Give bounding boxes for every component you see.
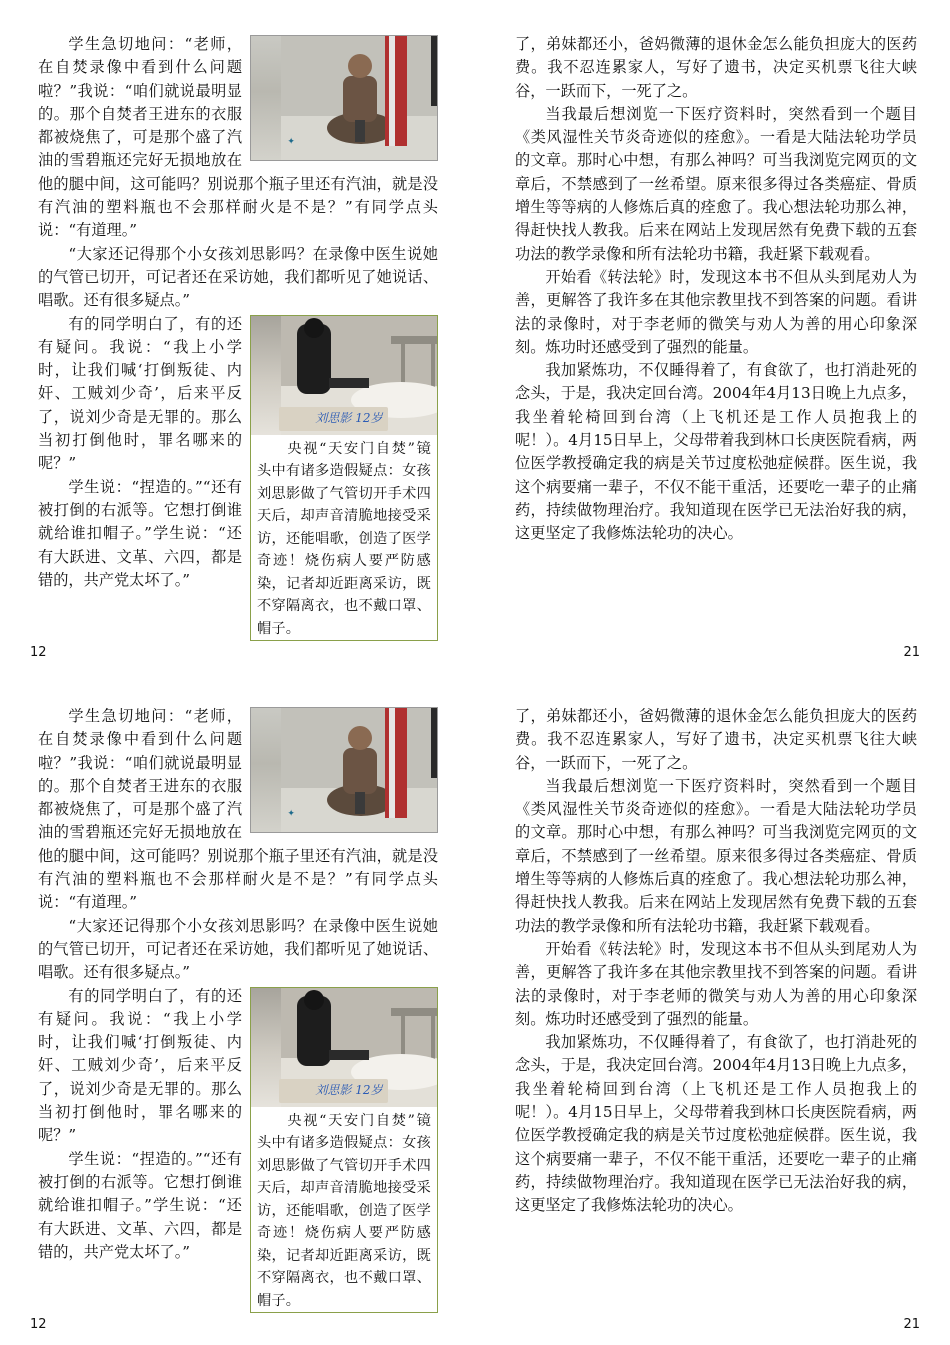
page-number: 21 (903, 1317, 920, 1332)
paragraph: 了，弟妹都还小，爸妈微薄的退休金怎么能负担庞大的医药费。我不忍连累家人，写好了遗书，决定买机票飞往大峡谷，一跃而下，一死了之。 (515, 707, 917, 772)
paragraph: 我加紧炼功，不仅睡得着了，有食欲了，也打消赴死的念头，于是，我决定回台湾。2004年4月13日晚上九点多，我坐着轮椅回到台湾（上飞机还是工作人员抱我上的呢！）。4月15日早上，父母带着我到林口长庚医院看病，两位医学教授确定我的病是关节过度松弛症候群。医生说，我这个病要痛一辈子，不仅不能干重活，还要吃一辈子的止痛药，持续做物理治疗。我知道现在医学已无法治好我的病，这更坚定了我修炼法轮功的决心。 (515, 361, 917, 543)
page-number: 21 (903, 645, 920, 660)
paragraph: ✦ 学生急切地问：“老师，在自焚录像中看到什么问题啦？”我说：“咱们就说最明显的。那个自焚者王进东的衣服都被烧焦了，可是那个盛了汽油的雪碧瓶还完好无损地放在他的腿中间，这可能吗？别说那个瓶子里还有汽油，就是没有汽油的塑料瓶也不会那样耐火是不是？”有同学点头说：“有道理。” (38, 33, 438, 243)
page-12 (0, 672, 475, 1344)
paragraph: 开始看《转法轮》时，发现这本书不但从头到尾劝人为善，更解答了我许多在其他宗教里找不到答案的问题。看讲法的录像时，对于李老师的微笑与劝人为善的用心印象深刻。炼功时还感受到了强烈的能量。 (515, 939, 917, 1028)
hospital-interview-figure (250, 987, 438, 1313)
paragraph: 当我最后想浏览一下医疗资料时，突然看到一个题目《类风湿性关节炎奇迹似的痊愈》。一看是大陆法轮功学员的文章。那时心中想，有那么神吗？可当我浏览完网页的文章后，不禁感到了一丝希望。原来很多得过各类癌症、骨质增生等等病的人修炼后真的痊愈了。我心想法轮功那么神，得赶快找人教我。后来在网站上发现居然有免费下载的五套功法的教学录像和所有法轮功书籍，我赶紧下载观看。 (515, 104, 917, 263)
page-21 (475, 0, 950, 672)
page-21-body (515, 705, 917, 1218)
page-number: 12 (30, 1317, 47, 1332)
paragraph: 当我最后想浏览一下医疗资料时，突然看到一个题目《类风湿性关节炎奇迹似的痊愈》。一看是大陆法轮功学员的文章。那时心中想，有那么神吗？可当我浏览完网页的文章后，不禁感到了一丝希望。原来很多得过各类癌症、骨质增生等等病的人修炼后真的痊愈了。我心想法轮功那么神，得赶快找人教我。后来在网站上发现居然有免费下载的五套功法的教学录像和所有法轮功书籍，我赶紧下载观看。 (515, 776, 917, 935)
paragraph: 我加紧炼功，不仅睡得着了，有食欲了，也打消赴死的念头，于是，我决定回台湾。2004年4月13日晚上九点多，我坐着轮椅回到台湾（上飞机还是工作人员抱我上的呢！）。4月15日早上，父母带着我到林口长庚医院看病，两位医学教授确定我的病是关节过度松弛症候群。医生说，我这个病要痛一辈子，不仅不能干重活，还要吃一辈子的止痛药，持续做物理治疗。我知道现在医学已无法治好我的病，这更坚定了我修炼法轮功的决心。 (515, 1033, 917, 1215)
page-12 (0, 0, 475, 672)
paragraph: ✦ 学生急切地问：“老师，在自焚录像中看到什么问题啦？”我说：“咱们就说最明显的。那个自焚者王进东的衣服都被烧焦了，可是那个盛了汽油的雪碧瓶还完好无损地放在他的腿中间，这可能吗？别说那个瓶子里还有汽油，就是没有汽油的塑料瓶也不会那样耐火是不是？”有同学点头说：“有道理。” (38, 705, 438, 915)
hospital-interview-figure (250, 315, 438, 641)
page-21-body (515, 33, 917, 546)
spread-top (0, 0, 950, 672)
hospital-interview-photo (251, 988, 437, 1107)
page-12-body (38, 33, 438, 645)
paragraph: 学生说：“捏造的。”“还有被打倒的右派等。它想打倒谁就给谁扣帽子。”学生说：“还有大跃进、文革、六四，都是错的，共产党太坏了。” (38, 477, 242, 589)
figure-badge: 刘思影 12岁 (279, 1079, 388, 1102)
tv-logo-icon: ✦ (287, 808, 295, 819)
page-number: 12 (30, 645, 47, 660)
paragraph: 学生说：“捏造的。”“还有被打倒的右派等。它想打倒谁就给谁扣帽子。”学生说：“还有大跃进、文革、六四，都是错的，共产党太坏了。” (38, 1149, 242, 1261)
spread-bottom (0, 672, 950, 1344)
figure-caption: 央视“天安门自焚”镜头中有诸多造假疑点：女孩刘思影做了气管切开手术四天后，却声音清脆地接受采访，还能唱歌，创造了医学奇迹！烧伤病人要严防感染，记者却近距离采访，既不穿隔离衣，也不戴口罩、帽子。 (257, 440, 431, 637)
figure-caption: 央视“天安门自焚”镜头中有诸多造假疑点：女孩刘思影做了气管切开手术四天后，却声音清脆地接受采访，还能唱歌，创造了医学奇迹！烧伤病人要严防感染，记者却近距离采访，既不穿隔离衣，也不戴口罩、帽子。 (257, 1112, 431, 1309)
paragraph: 了，弟妹都还小，爸妈微薄的退休金怎么能负担庞大的医药费。我不忍连累家人，写好了遗书，决定买机票飞往大峡谷，一跃而下，一死了之。 (515, 35, 917, 100)
paragraph: 刘思影 12岁 央视“天安门自焚”镜头中有诸多造假疑点：女孩刘思影做了气管切开手术四天后，却声音清脆地接受采访，还能唱歌，创造了医学奇迹！烧伤病人要严防感染，记者却近距离采访，既不穿隔离衣，也不戴口罩、帽子。 有的同学明白了，有的还有疑问。我说：“我上小学时，让我们喊‘打倒叛徒、内奸、工贼刘少奇’，后来平反了，说刘少奇是无罪的。那么当初打倒他时，罪名哪来的呢？” (38, 313, 438, 476)
tv-logo-icon: ✦ (287, 136, 295, 147)
paragraph: 刘思影 12岁 央视“天安门自焚”镜头中有诸多造假疑点：女孩刘思影做了气管切开手术四天后，却声音清脆地接受采访，还能唱歌，创造了医学奇迹！烧伤病人要严防感染，记者却近距离采访，既不穿隔离衣，也不戴口罩、帽子。 有的同学明白了，有的还有疑问。我说：“我上小学时，让我们喊‘打倒叛徒、内奸、工贼刘少奇’，后来平反了，说刘少奇是无罪的。那么当初打倒他时，罪名哪来的呢？” (38, 985, 438, 1148)
figure-badge: 刘思影 12岁 (279, 407, 388, 430)
self-immolation-photo (250, 35, 438, 161)
hospital-interview-photo (251, 316, 437, 435)
page-12-body (38, 705, 438, 1317)
paragraph: 开始看《转法轮》时，发现这本书不但从头到尾劝人为善，更解答了我许多在其他宗教里找不到答案的问题。看讲法的录像时，对于李老师的微笑与劝人为善的用心印象深刻。炼功时还感受到了强烈的能量。 (515, 267, 917, 356)
page-21 (475, 672, 950, 1344)
paragraph: “大家还记得那个小女孩刘思影吗？在录像中医生说她的气管已切开，可记者还在采访她，我们都听见了她说话、唱歌。还有很多疑点。” (38, 916, 438, 982)
paragraph: “大家还记得那个小女孩刘思影吗？在录像中医生说她的气管已切开，可记者还在采访她，我们都听见了她说话、唱歌。还有很多疑点。” (38, 244, 438, 310)
self-immolation-photo (250, 707, 438, 833)
